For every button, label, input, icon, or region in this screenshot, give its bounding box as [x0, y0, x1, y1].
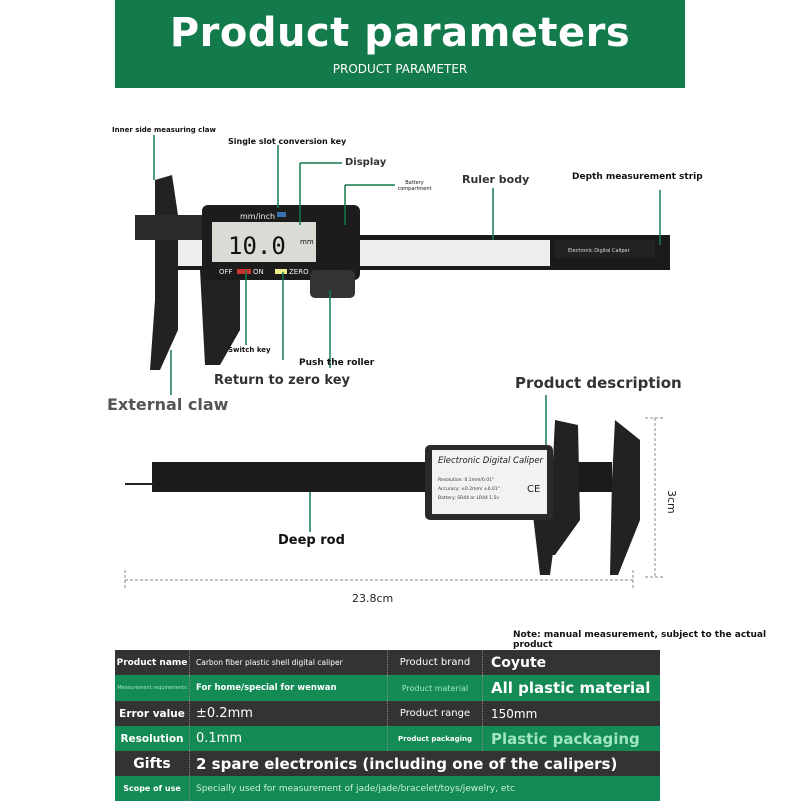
svg-text:Battery: SR44 or LR44 1.5v: Battery: SR44 or LR44 1.5v — [438, 496, 500, 501]
row-value: Plastic packaging — [491, 729, 640, 748]
row-value: Carbon fiber plastic shell digital caliper — [190, 650, 388, 675]
table-row — [115, 751, 660, 776]
svg-text:CE: CE — [527, 484, 541, 495]
label-product-description: Product description — [515, 374, 682, 392]
parameter-table — [115, 650, 660, 800]
table-row — [115, 726, 660, 751]
row-value: For home/special for wenwan — [190, 675, 388, 701]
label-inner-claw: Inner side measuring claw — [112, 126, 216, 134]
row-label: Measurement requirements — [115, 675, 190, 701]
row-value: 2 spare electronics (including one of the calipers) — [196, 754, 618, 773]
svg-text:mm: mm — [300, 238, 314, 246]
row-label: Scope of use — [115, 776, 190, 801]
row-value: 0.1mm — [190, 726, 388, 751]
label-push-roller: Push the roller — [299, 358, 375, 368]
svg-text:ZERO: ZERO — [289, 268, 309, 276]
row-value: Coyute — [491, 654, 547, 671]
row-label: Gifts — [115, 751, 190, 776]
row-label: Resolution — [115, 726, 190, 751]
row-value: Specially used for measurement of jade/jade/bracelet/toys/jewelry, etc — [196, 783, 515, 794]
label-external-claw: External claw — [107, 395, 229, 414]
row-value: All plastic material — [491, 679, 651, 697]
height-dimension: 3cm — [665, 490, 678, 514]
label-battery: Battery compartment — [397, 180, 432, 192]
label-depth-strip: Depth measurement strip — [572, 172, 703, 182]
top-caliper — [135, 175, 670, 370]
svg-text:Resolution: 0.1mm/0.01": Resolution: 0.1mm/0.01" — [438, 478, 494, 483]
page-subtitle: PRODUCT PARAMETER — [332, 62, 468, 76]
row-label: Product name — [115, 650, 190, 675]
row-value: 150mm — [491, 706, 538, 721]
row-label: Product brand — [388, 650, 483, 675]
row-label: Error value — [115, 701, 190, 726]
row-label: Product packaging — [388, 726, 483, 751]
svg-text:Accuracy: ±0.2mm/ ±0.01": Accuracy: ±0.2mm/ ±0.01" — [438, 487, 500, 492]
table-row — [115, 675, 660, 701]
svg-text:ON: ON — [253, 268, 264, 276]
table-row — [115, 776, 660, 801]
label-deep-rod: Deep rod — [278, 533, 345, 548]
label-ruler-body: Ruler body — [462, 173, 530, 186]
table-row — [115, 650, 660, 675]
label-zero-key: Return to zero key — [214, 373, 350, 388]
svg-text:10.0: 10.0 — [228, 232, 286, 260]
row-label: Product material — [388, 675, 483, 701]
row-value: ±0.2mm — [190, 701, 388, 726]
page-title: Product parameters — [169, 10, 631, 56]
label-display: Display — [345, 157, 387, 168]
label-conversion-key: Single slot conversion key — [228, 137, 347, 146]
svg-text:mm/inch: mm/inch — [240, 212, 276, 221]
svg-text:Electronic Digital Caliper: Electronic Digital Caliper — [568, 248, 630, 254]
bottom-caliper — [125, 420, 640, 575]
measurement-note: Note: manual measurement, subject to the actual product — [513, 630, 767, 650]
label-switch-key: Switch key — [228, 346, 271, 354]
length-dimension: 23.8cm — [352, 592, 394, 605]
svg-text:OFF: OFF — [219, 268, 233, 276]
row-label: Product range — [388, 701, 483, 726]
svg-text:Electronic Digital Caliper: Electronic Digital Caliper — [438, 456, 544, 466]
table-row — [115, 701, 660, 726]
dimension-lines — [125, 418, 665, 590]
